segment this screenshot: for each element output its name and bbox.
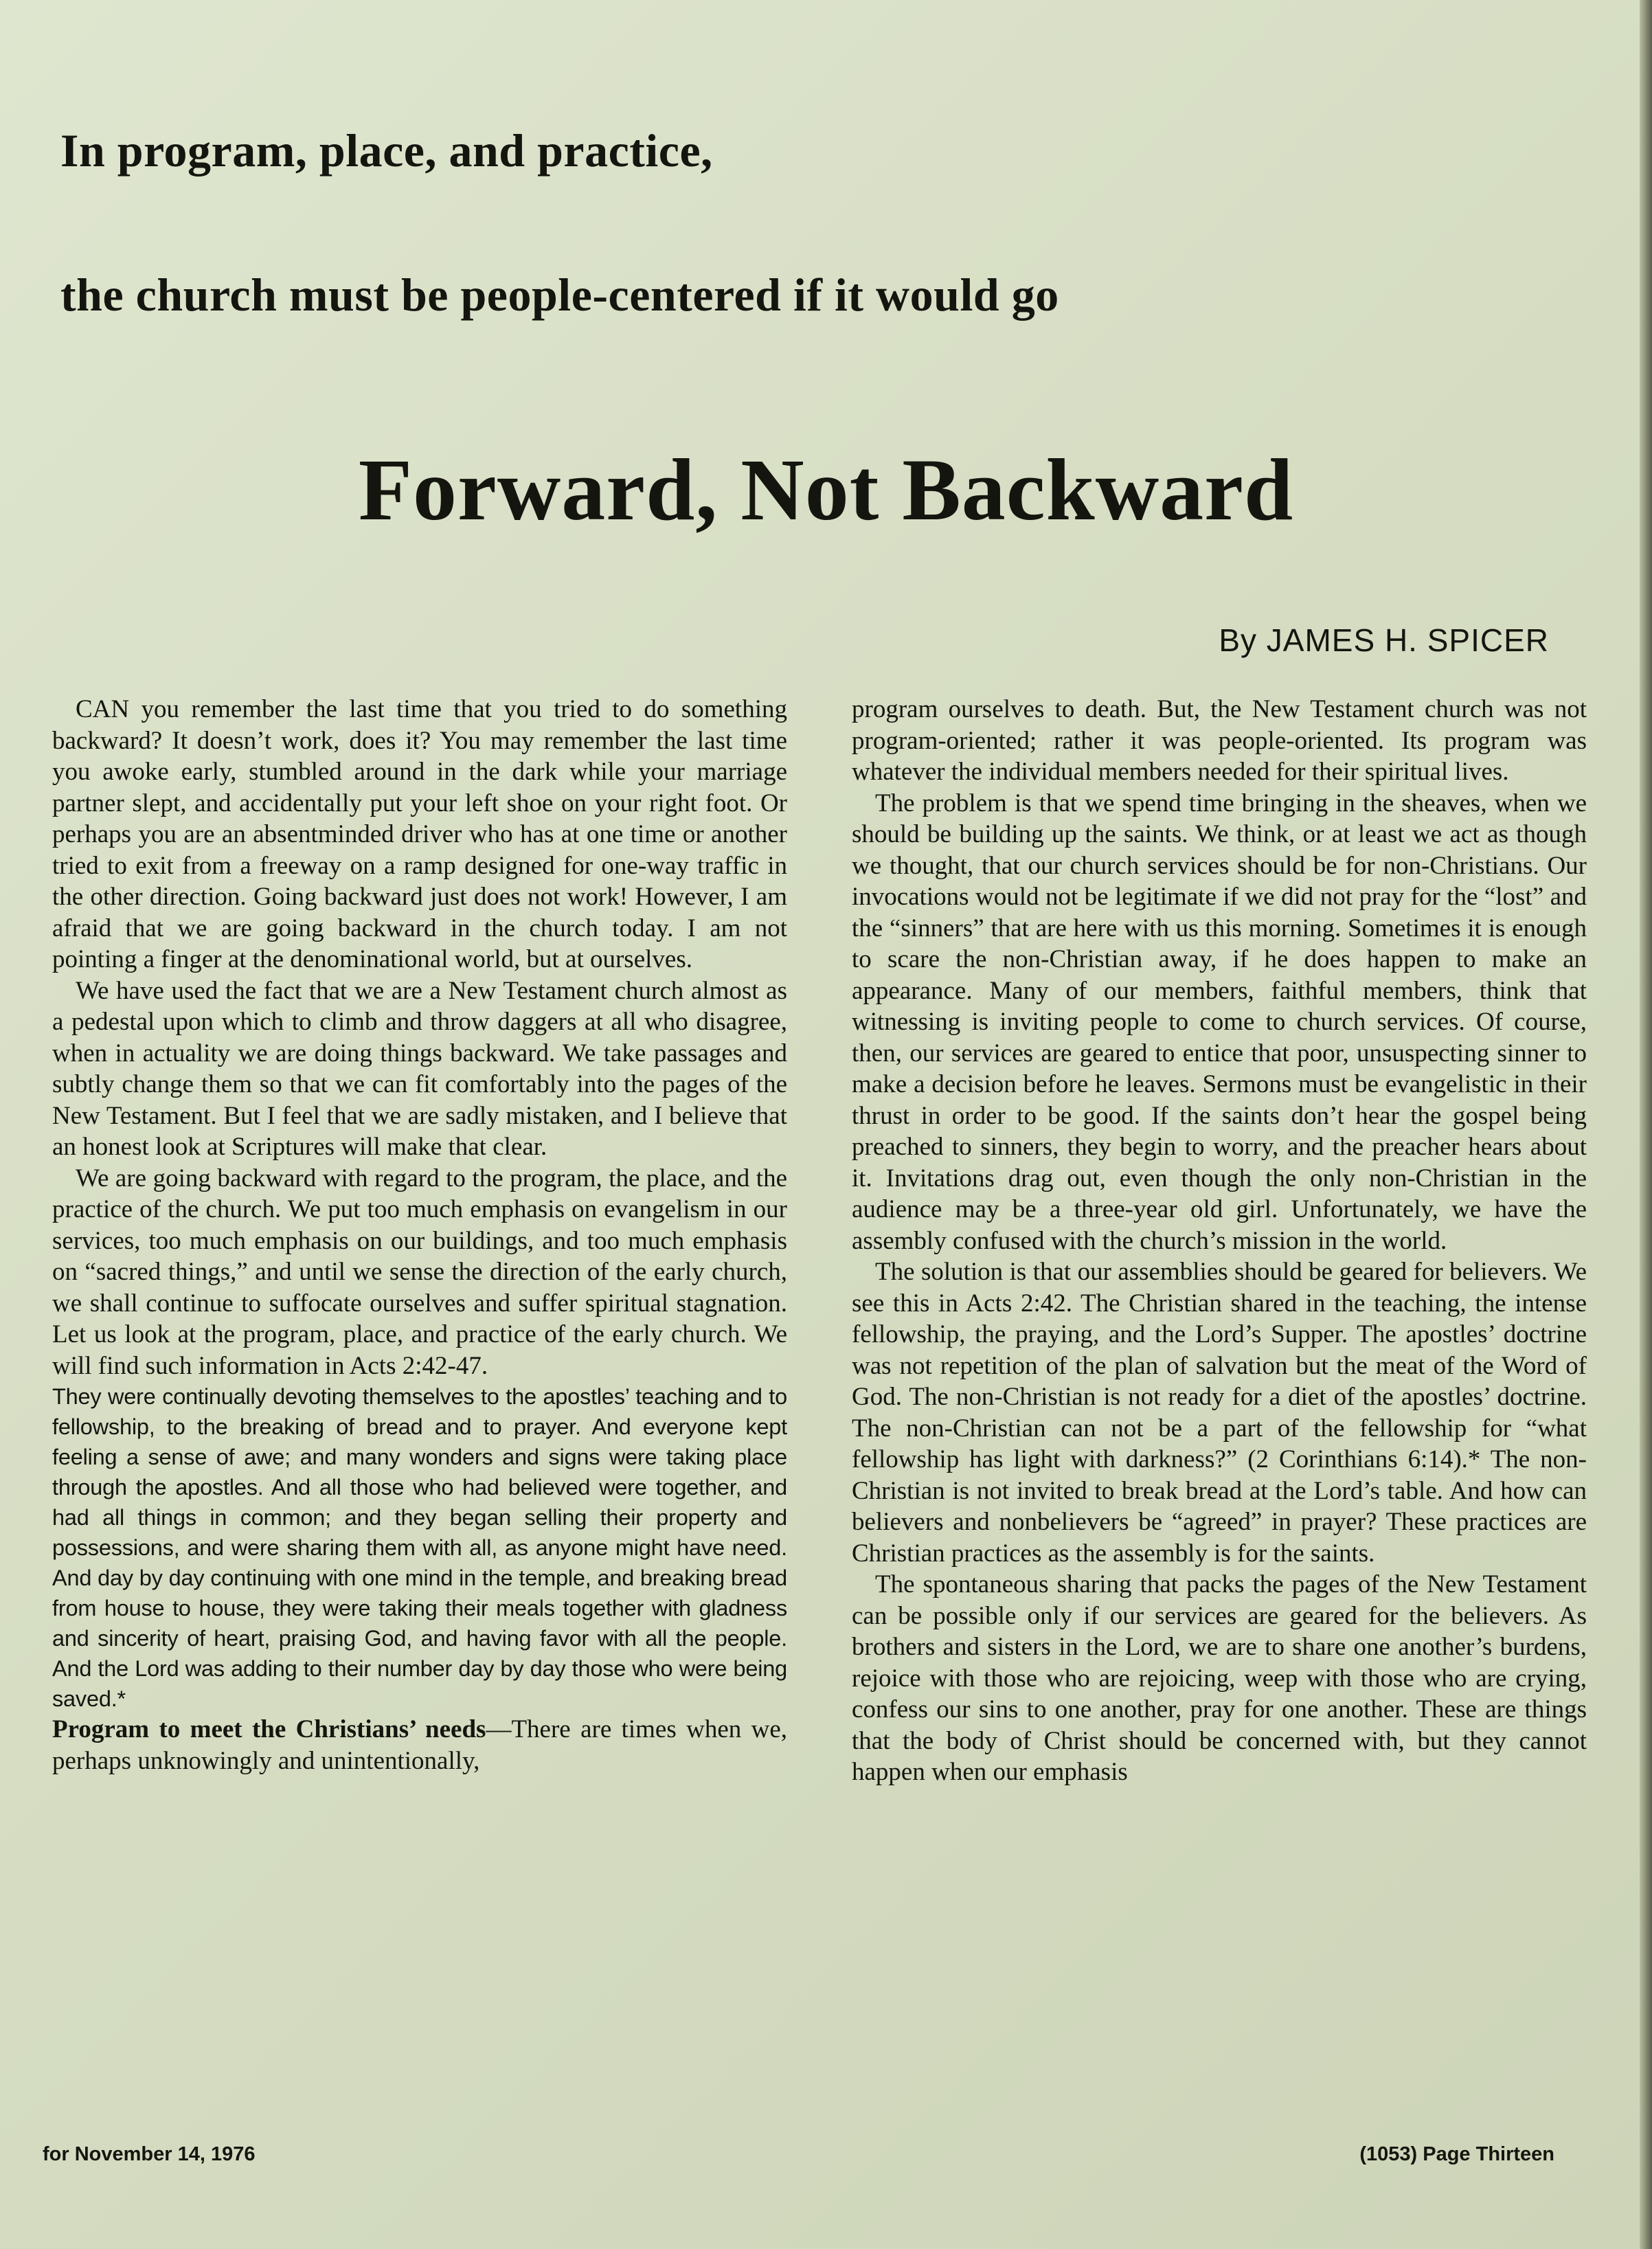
left-paragraph-4-text: —There are times when we, perhaps unknowingly and unintentionally, xyxy=(52,1715,787,1775)
right-paragraph-4: The spontaneous sharing that packs the pages of the New Testament can be possible only if our services are geared for the believers. As brothers and sisters in the Lord, we are to share one another’s burdens, rejoice with those who are rejoicing, weep with those who are crying, confess our sins to one another, pray for one another. These are things that the body of Christ should be concerned with, but they cannot happen when our emphasis xyxy=(852,1570,1587,1786)
left-paragraph-4 xyxy=(52,1714,787,1776)
right-column xyxy=(852,694,1587,2088)
dek-line-2: the church must be people-centered if it would go xyxy=(60,269,1059,321)
footer-page-number: (1053) Page Thirteen xyxy=(1359,2143,1554,2165)
left-column xyxy=(52,694,787,2088)
byline: By JAMES H. SPICER xyxy=(1219,622,1549,658)
right-paragraph-2: The problem is that we spend time bringing in the sheaves, when we should be building up the saints. We think, or at least we act as though we thought, that our church services should be for non-Christians. Our invocations would not be legitimate if we did not pray for the “lost” and the “sinners” that are here with us this morning. Sometimes it is enough to scare the non-Christian away, if he does happen to make an appearance. Many of our members, faithful members, think that witnessing is inviting people to come to church services. Of course, then, our services are geared to entice that poor, unsuspecting sinner to make a decision before he leaves. Sermons must be evangelistic in their thrust in order to be good. If the saints don’t hear the gospel being preached to sinners, they begin to worry, and the preacher hears about it. Invitations drag out, even though the only non-Christian in the audience may be a three-year old girl. Unfortunately, we have the assembly confused with the church’s mission in the world. xyxy=(852,789,1587,1255)
left-paragraph-3: We are going backward with regard to the program, the place, and the practice of the church. We put too much emphasis on evangelism in our services, too much emphasis on our buildings, and too much emphasis on “sacred things,” and until we sense the direction of the early church, we shall continue to suffocate ourselves and suffer spiritual stagnation. Let us look at the program, place, and practice of the early church. We will find such information in Acts 2:42-47. xyxy=(52,1164,787,1380)
dek-line-1: In program, place, and practice, xyxy=(60,124,713,177)
right-paragraph-3: The solution is that our assemblies should be geared for believers. We see this in Acts 2:42. The Christian shared in the teaching, the intense fellowship, the praying, and the Lord’s Supper. The apostles’ doctrine was not repetition of the plan of salvation but the meat of the Word of God. The non-Christian is not ready for a diet of the apostles’ doctrine. The non-Christian can not be a part of the fellowship for “what fellowship has light with darkness?” (2 Corinthians 6:14).* The non-Christian is not invited to break bread at the Lord’s table. And how can believers and nonbelievers be “agreed” in prayer? These practices are Christian practices as the assembly is for the saints. xyxy=(852,1258,1587,1568)
footer-date: for November 14, 1976 xyxy=(43,2143,256,2165)
page-edge-shadow xyxy=(1640,0,1652,2249)
left-paragraph-2: We have used the fact that we are a New Testament church almost as a pedestal upon which to climb and throw daggers at all who disagree, when in actuality we are doing things backward. We take passages and subtly change them so that we can fit comfortably into the pages of the New Testament. But I feel that we are sadly mistaken, and I believe that an honest look at Scriptures will make that clear. xyxy=(52,976,787,1161)
section-heading-runin: Program to meet the Christians’ needs xyxy=(52,1715,486,1743)
article-title: Forward, Not Backward xyxy=(358,441,1294,539)
scripture-quote: They were continually devoting themselves to the apostles’ teaching and to fellowship, to the breaking of bread and to prayer. And everyone kept feeling a sense of awe; and many wonders and signs were taking place through the apostles. And all those who had believed were together, and had all things in common; and they began selling their property and possessions, and were sharing them with all, as anyone might have need. And day by day continuing with one mind in the temple, and breaking bread from house to house, they were taking their meals together with gladness and sincerity of heart, praising God, and having favor with all the people. And the Lord was adding to their number day by day those who were being saved.* xyxy=(52,1384,787,1711)
right-paragraph-1: program ourselves to death. But, the New Testament church was not program-oriented; rather it was people-oriented. Its program was whatever the individual members needed for their spiritual lives. xyxy=(852,695,1587,786)
left-paragraph-1: CAN you remember the last time that you tried to do something backward? It doesn’t work, does it? You may remember the last time you awoke early, stumbled around in the dark while your marriage partner slept, and accidentally put your left shoe on your right foot. Or perhaps you are an absentminded driver who has at one time or another tried to exit from a freeway on a ramp designed for one-way traffic in the other direction. Going backward just does not work! However, I am afraid that we are going backward in the church today. I am not pointing a finger at the denominational world, but at ourselves. xyxy=(52,695,787,973)
